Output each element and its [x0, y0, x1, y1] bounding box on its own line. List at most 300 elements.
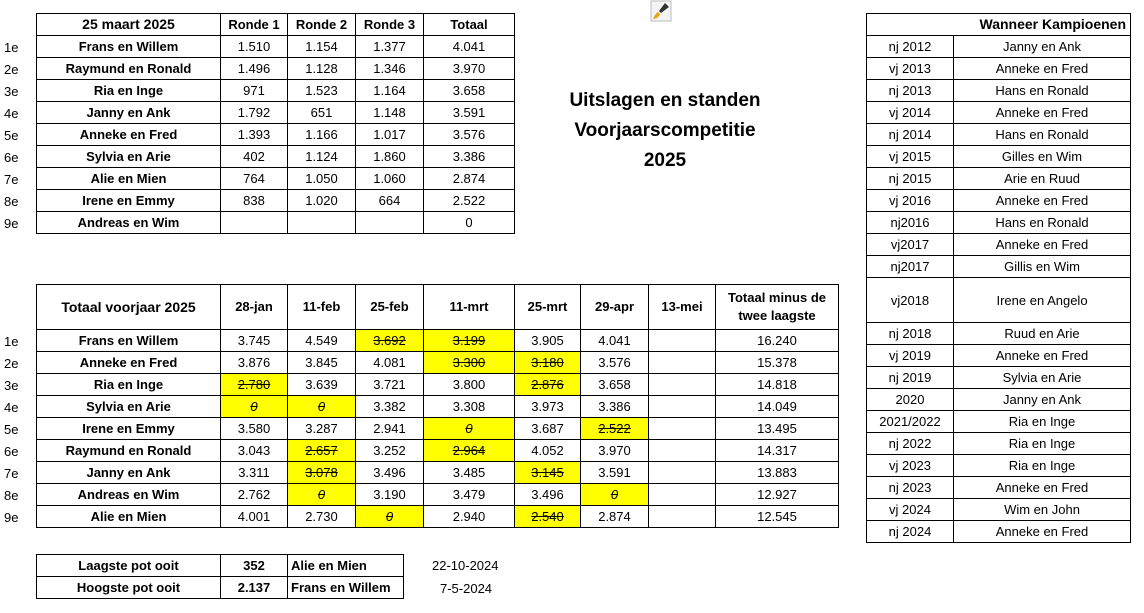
score-value: 3.386	[598, 399, 631, 414]
team-name: Alie en Mien	[37, 506, 221, 528]
rank-label: 5e	[4, 421, 19, 437]
champion-team: Anneke en Fred	[954, 234, 1131, 256]
season-row	[37, 352, 839, 374]
champion-season: vj 2015	[867, 146, 954, 168]
rank-label: 6e	[4, 443, 19, 459]
season-score	[424, 374, 515, 396]
season-score	[356, 484, 424, 506]
round-score: 838	[221, 190, 288, 212]
champion-team: Ria en Inge	[954, 455, 1131, 477]
dropped-score	[515, 462, 581, 484]
season-score	[515, 440, 581, 462]
page-headline	[560, 86, 770, 176]
round-score: 3.386	[424, 146, 515, 168]
round-score: 3.576	[424, 124, 515, 146]
record-team: Alie en Mien	[288, 555, 404, 577]
team-name: Ria en Inge	[37, 374, 221, 396]
season-score	[221, 440, 288, 462]
champion-row	[867, 212, 1131, 234]
champion-team: Sylvia en Arie	[954, 367, 1131, 389]
score-value: 2.876	[531, 377, 564, 392]
round-row	[37, 80, 515, 102]
season-score	[356, 352, 424, 374]
season-score	[649, 352, 716, 374]
team-name: Anneke en Fred	[37, 124, 221, 146]
champions-header-row	[867, 14, 1131, 36]
team-name: Andreas en Wim	[37, 212, 221, 234]
champion-season: 2020	[867, 389, 954, 411]
champions-table	[866, 13, 1131, 543]
champion-team: Arie en Ruud	[954, 168, 1131, 190]
champion-row	[867, 168, 1131, 190]
round-column-header: Ronde 2	[288, 14, 356, 36]
season-score	[581, 330, 649, 352]
score-value: 3.479	[452, 487, 486, 502]
date-column-header: 25-feb	[356, 285, 424, 330]
round-score: 764	[221, 168, 288, 190]
champion-row	[867, 36, 1131, 58]
round-score	[356, 212, 424, 234]
champion-row	[867, 433, 1131, 455]
dropped-score	[424, 440, 515, 462]
champion-season: nj2016	[867, 212, 954, 234]
season-total: 14.049	[716, 396, 839, 418]
round-score: 3.591	[424, 102, 515, 124]
round-score: 1.510	[221, 36, 288, 58]
score-value: 3.639	[305, 377, 338, 392]
season-row	[37, 462, 839, 484]
dropped-score	[581, 484, 649, 506]
champion-team: Janny en Ank	[954, 36, 1131, 58]
champion-team: Ria en Inge	[954, 411, 1131, 433]
round-row	[37, 212, 515, 234]
score-value: 2.522	[598, 421, 631, 436]
season-total: 12.927	[716, 484, 839, 506]
rank-label: 8e	[4, 487, 19, 503]
team-name: Sylvia en Arie	[37, 396, 221, 418]
champion-season: nj 2013	[867, 80, 954, 102]
score-value: 2.730	[305, 509, 338, 524]
score-value: 3.973	[531, 399, 564, 414]
round-score: 664	[356, 190, 424, 212]
champions-title: Wanneer Kampioenen	[867, 14, 1131, 36]
champion-row	[867, 124, 1131, 146]
champion-row	[867, 323, 1131, 345]
date-column-header: 25-mrt	[515, 285, 581, 330]
round-score: 1.020	[288, 190, 356, 212]
score-value: 2.964	[452, 443, 486, 458]
rank-label: 6e	[4, 149, 19, 165]
record-row	[37, 555, 404, 577]
round-score: 0	[424, 212, 515, 234]
champion-season: nj 2023	[867, 477, 954, 499]
score-value: 4.081	[373, 355, 406, 370]
dropped-score	[515, 352, 581, 374]
season-score	[581, 374, 649, 396]
score-value: 3.496	[373, 465, 406, 480]
champion-row	[867, 146, 1131, 168]
champion-team: Wim en John	[954, 499, 1131, 521]
round-column-header: Totaal	[424, 14, 515, 36]
round-row	[37, 124, 515, 146]
champion-team: Hans en Ronald	[954, 124, 1131, 146]
season-score	[581, 440, 649, 462]
round-row	[37, 36, 515, 58]
round-score: 1.346	[356, 58, 424, 80]
season-score	[515, 396, 581, 418]
score-value: 2.780	[237, 377, 271, 392]
champion-team: Anneke en Fred	[954, 477, 1131, 499]
date-column-header: 13-mei	[649, 285, 716, 330]
round-score	[288, 212, 356, 234]
headline-line-3: 2025	[643, 150, 687, 171]
champion-team: Gillis en Wim	[954, 256, 1131, 278]
date-column-header: 11-mrt	[424, 285, 515, 330]
round-score: 1.017	[356, 124, 424, 146]
date-column-header: 29-apr	[581, 285, 649, 330]
score-value: 3.382	[373, 399, 406, 414]
round-table-title: 25 maart 2025	[37, 14, 221, 36]
season-score	[649, 440, 716, 462]
team-name: Sylvia en Arie	[37, 146, 221, 168]
season-score	[221, 352, 288, 374]
dropped-score	[288, 462, 356, 484]
team-name: Anneke en Fred	[37, 352, 221, 374]
season-score	[221, 484, 288, 506]
champion-team: Anneke en Fred	[954, 521, 1131, 543]
round-score: 2.874	[424, 168, 515, 190]
round-row	[37, 146, 515, 168]
season-score	[221, 330, 288, 352]
champion-season: vj 2014	[867, 102, 954, 124]
score-value: 0	[250, 399, 258, 414]
score-value: 3.485	[452, 465, 486, 480]
dropped-score	[221, 396, 288, 418]
date-column-header: 28-jan	[221, 285, 288, 330]
season-score	[221, 418, 288, 440]
season-score	[515, 418, 581, 440]
season-score	[649, 418, 716, 440]
season-score	[356, 418, 424, 440]
champion-row	[867, 521, 1131, 543]
rank-label: 4e	[4, 399, 19, 415]
dropped-score	[221, 374, 288, 396]
score-value: 2.657	[305, 443, 338, 458]
score-value: 3.287	[305, 421, 338, 436]
season-score	[356, 462, 424, 484]
record-label: Laagste pot ooit	[37, 555, 221, 577]
champion-team: Hans en Ronald	[954, 212, 1131, 234]
season-row	[37, 374, 839, 396]
rank-label: 4e	[4, 105, 19, 121]
season-row	[37, 506, 839, 528]
rank-label: 7e	[4, 465, 19, 481]
season-total: 13.495	[716, 418, 839, 440]
champion-season: vj 2023	[867, 455, 954, 477]
score-value: 3.800	[452, 377, 486, 392]
season-total: 14.317	[716, 440, 839, 462]
season-row	[37, 418, 839, 440]
champion-season: vj 2016	[867, 190, 954, 212]
champion-row	[867, 345, 1131, 367]
champion-season: nj 2022	[867, 433, 954, 455]
rank-label: 3e	[4, 83, 19, 99]
season-score	[649, 506, 716, 528]
score-value: 4.001	[237, 509, 271, 524]
season-score	[288, 506, 356, 528]
champion-season: nj2017	[867, 256, 954, 278]
season-score	[288, 418, 356, 440]
champion-season: nj 2019	[867, 367, 954, 389]
round-score: 1.496	[221, 58, 288, 80]
round-column-header: Ronde 1	[221, 14, 288, 36]
rank-label: 9e	[4, 509, 19, 525]
score-value: 3.308	[452, 399, 486, 414]
round-score: 1.523	[288, 80, 356, 102]
headline-line-1: Uitslagen en standen	[569, 90, 761, 111]
score-value: 3.905	[531, 333, 564, 348]
season-score	[649, 330, 716, 352]
score-value: 3.078	[305, 465, 338, 480]
season-score	[515, 330, 581, 352]
score-value: 4.549	[305, 333, 338, 348]
rank-label: 1e	[4, 39, 19, 55]
dropped-score	[515, 506, 581, 528]
champion-season: vj 2013	[867, 58, 954, 80]
round-row	[37, 58, 515, 80]
score-value: 3.845	[305, 355, 338, 370]
round-score: 1.860	[356, 146, 424, 168]
round-score: 3.658	[424, 80, 515, 102]
dropped-score	[424, 352, 515, 374]
round-row	[37, 190, 515, 212]
season-total: 14.818	[716, 374, 839, 396]
score-value: 4.052	[531, 443, 564, 458]
season-score	[649, 484, 716, 506]
round-score: 1.166	[288, 124, 356, 146]
score-value: 3.199	[452, 333, 486, 348]
champion-team: Hans en Ronald	[954, 80, 1131, 102]
round-score: 3.970	[424, 58, 515, 80]
champion-team: Anneke en Fred	[954, 58, 1131, 80]
team-name: Janny en Ank	[37, 102, 221, 124]
team-name: Andreas en Wim	[37, 484, 221, 506]
champion-season: nj 2012	[867, 36, 954, 58]
round-score: 4.041	[424, 36, 515, 58]
record-label: Hoogste pot ooit	[37, 577, 221, 599]
team-name: Irene en Emmy	[37, 190, 221, 212]
records-table	[36, 554, 404, 599]
dropped-score	[288, 484, 356, 506]
team-name: Raymund en Ronald	[37, 58, 221, 80]
round-score: 971	[221, 80, 288, 102]
season-row	[37, 330, 839, 352]
season-score	[424, 506, 515, 528]
season-score	[356, 396, 424, 418]
score-value: 4.041	[598, 333, 631, 348]
score-value: 0	[465, 421, 473, 436]
champion-team: Anneke en Fred	[954, 102, 1131, 124]
season-score	[581, 506, 649, 528]
champion-row	[867, 411, 1131, 433]
rank-label: 7e	[4, 171, 19, 187]
dropped-score	[424, 418, 515, 440]
dropped-score	[356, 506, 424, 528]
rank-label: 5e	[4, 127, 19, 143]
season-score	[221, 506, 288, 528]
champion-season: vj2017	[867, 234, 954, 256]
season-total: 15.378	[716, 352, 839, 374]
round-row	[37, 168, 515, 190]
score-value: 3.576	[598, 355, 631, 370]
rank-label: 2e	[4, 61, 19, 77]
score-value: 3.145	[531, 465, 564, 480]
season-score	[288, 352, 356, 374]
headline-line-2: Voorjaarscompetitie	[574, 120, 756, 141]
total-minus-two-header: Totaal minus de twee laagste	[716, 285, 839, 330]
champion-row	[867, 234, 1131, 256]
season-score	[649, 374, 716, 396]
champion-team: Anneke en Fred	[954, 345, 1131, 367]
round-score: 1.377	[356, 36, 424, 58]
round-score: 402	[221, 146, 288, 168]
season-total: 16.240	[716, 330, 839, 352]
record-team: Frans en Willem	[288, 577, 404, 599]
champion-season: nj 2024	[867, 521, 954, 543]
rank-label: 9e	[4, 215, 19, 231]
dropped-score	[356, 330, 424, 352]
score-value: 3.876	[237, 355, 271, 370]
record-date-lowest: 22-10-2024	[432, 558, 499, 573]
season-table-title: Totaal voorjaar 2025	[37, 285, 221, 330]
champion-row	[867, 499, 1131, 521]
team-name: Alie en Mien	[37, 168, 221, 190]
champion-team: Irene en Angelo	[954, 278, 1131, 323]
round-score: 1.148	[356, 102, 424, 124]
round-header-row	[37, 14, 515, 36]
score-value: 3.311	[238, 465, 270, 480]
dropped-score	[424, 330, 515, 352]
round-results-table	[36, 13, 515, 234]
round-score: 1.393	[221, 124, 288, 146]
score-value: 2.940	[452, 509, 486, 524]
champion-row	[867, 278, 1131, 323]
season-score	[581, 352, 649, 374]
season-row	[37, 440, 839, 462]
round-score: 1.792	[221, 102, 288, 124]
round-score: 1.128	[288, 58, 356, 80]
champion-team: Janny en Ank	[954, 389, 1131, 411]
score-value: 3.580	[237, 421, 271, 436]
round-score: 1.050	[288, 168, 356, 190]
champion-season: nj 2014	[867, 124, 954, 146]
champion-team: Gilles en Wim	[954, 146, 1131, 168]
champion-row	[867, 256, 1131, 278]
champion-row	[867, 455, 1131, 477]
score-value: 3.692	[373, 333, 406, 348]
rank-label: 3e	[4, 377, 19, 393]
round-score: 1.164	[356, 80, 424, 102]
score-value: 0	[385, 509, 394, 524]
dropped-score	[288, 396, 356, 418]
score-value: 3.591	[598, 465, 631, 480]
rank-label: 8e	[4, 193, 19, 209]
record-row	[37, 577, 404, 599]
date-column-header: 11-feb	[288, 285, 356, 330]
season-score	[288, 374, 356, 396]
score-value: 3.496	[531, 487, 564, 502]
record-value: 2.137	[221, 577, 288, 599]
score-value: 2.540	[531, 509, 564, 524]
round-score: 2.522	[424, 190, 515, 212]
round-score: 1.124	[288, 146, 356, 168]
season-header-row	[37, 285, 839, 330]
season-score	[581, 462, 649, 484]
team-name: Frans en Willem	[37, 330, 221, 352]
season-score	[356, 374, 424, 396]
round-score: 1.154	[288, 36, 356, 58]
score-value: 3.252	[373, 443, 406, 458]
season-score	[649, 396, 716, 418]
champion-row	[867, 367, 1131, 389]
champion-season: 2021/2022	[867, 411, 954, 433]
score-value: 2.762	[237, 487, 271, 502]
champion-row	[867, 80, 1131, 102]
team-name: Ria en Inge	[37, 80, 221, 102]
champion-season: vj 2019	[867, 345, 954, 367]
season-score	[424, 484, 515, 506]
dropped-score	[581, 418, 649, 440]
score-value: 0	[610, 487, 619, 502]
score-value: 3.300	[452, 355, 486, 370]
score-value: 0	[317, 487, 326, 502]
season-score	[221, 462, 288, 484]
score-value: 3.687	[531, 421, 564, 436]
paintbrush-icon[interactable]	[650, 0, 672, 22]
season-score	[649, 462, 716, 484]
season-score	[356, 440, 424, 462]
season-score	[288, 330, 356, 352]
rank-label: 1e	[4, 333, 19, 349]
score-value: 0	[317, 399, 326, 414]
team-name: Frans en Willem	[37, 36, 221, 58]
champion-row	[867, 102, 1131, 124]
team-name: Raymund en Ronald	[37, 440, 221, 462]
champion-row	[867, 58, 1131, 80]
score-value: 3.180	[531, 355, 564, 370]
round-column-header: Ronde 3	[356, 14, 424, 36]
season-standings-table	[36, 284, 839, 528]
champion-team: Anneke en Fred	[954, 190, 1131, 212]
round-score	[221, 212, 288, 234]
score-value: 3.043	[237, 443, 271, 458]
season-row	[37, 484, 839, 506]
team-name: Janny en Ank	[37, 462, 221, 484]
rank-label: 2e	[4, 355, 19, 371]
season-score	[581, 396, 649, 418]
dropped-score	[288, 440, 356, 462]
record-value: 352	[221, 555, 288, 577]
champion-team: Ria en Inge	[954, 433, 1131, 455]
score-value: 3.970	[598, 443, 631, 458]
record-date-highest: 7-5-2024	[440, 581, 493, 596]
champion-season: vj2018	[867, 278, 954, 323]
season-total: 13.883	[716, 462, 839, 484]
champion-row	[867, 477, 1131, 499]
score-value: 3.190	[373, 487, 406, 502]
score-value: 2.874	[598, 509, 631, 524]
season-row	[37, 396, 839, 418]
